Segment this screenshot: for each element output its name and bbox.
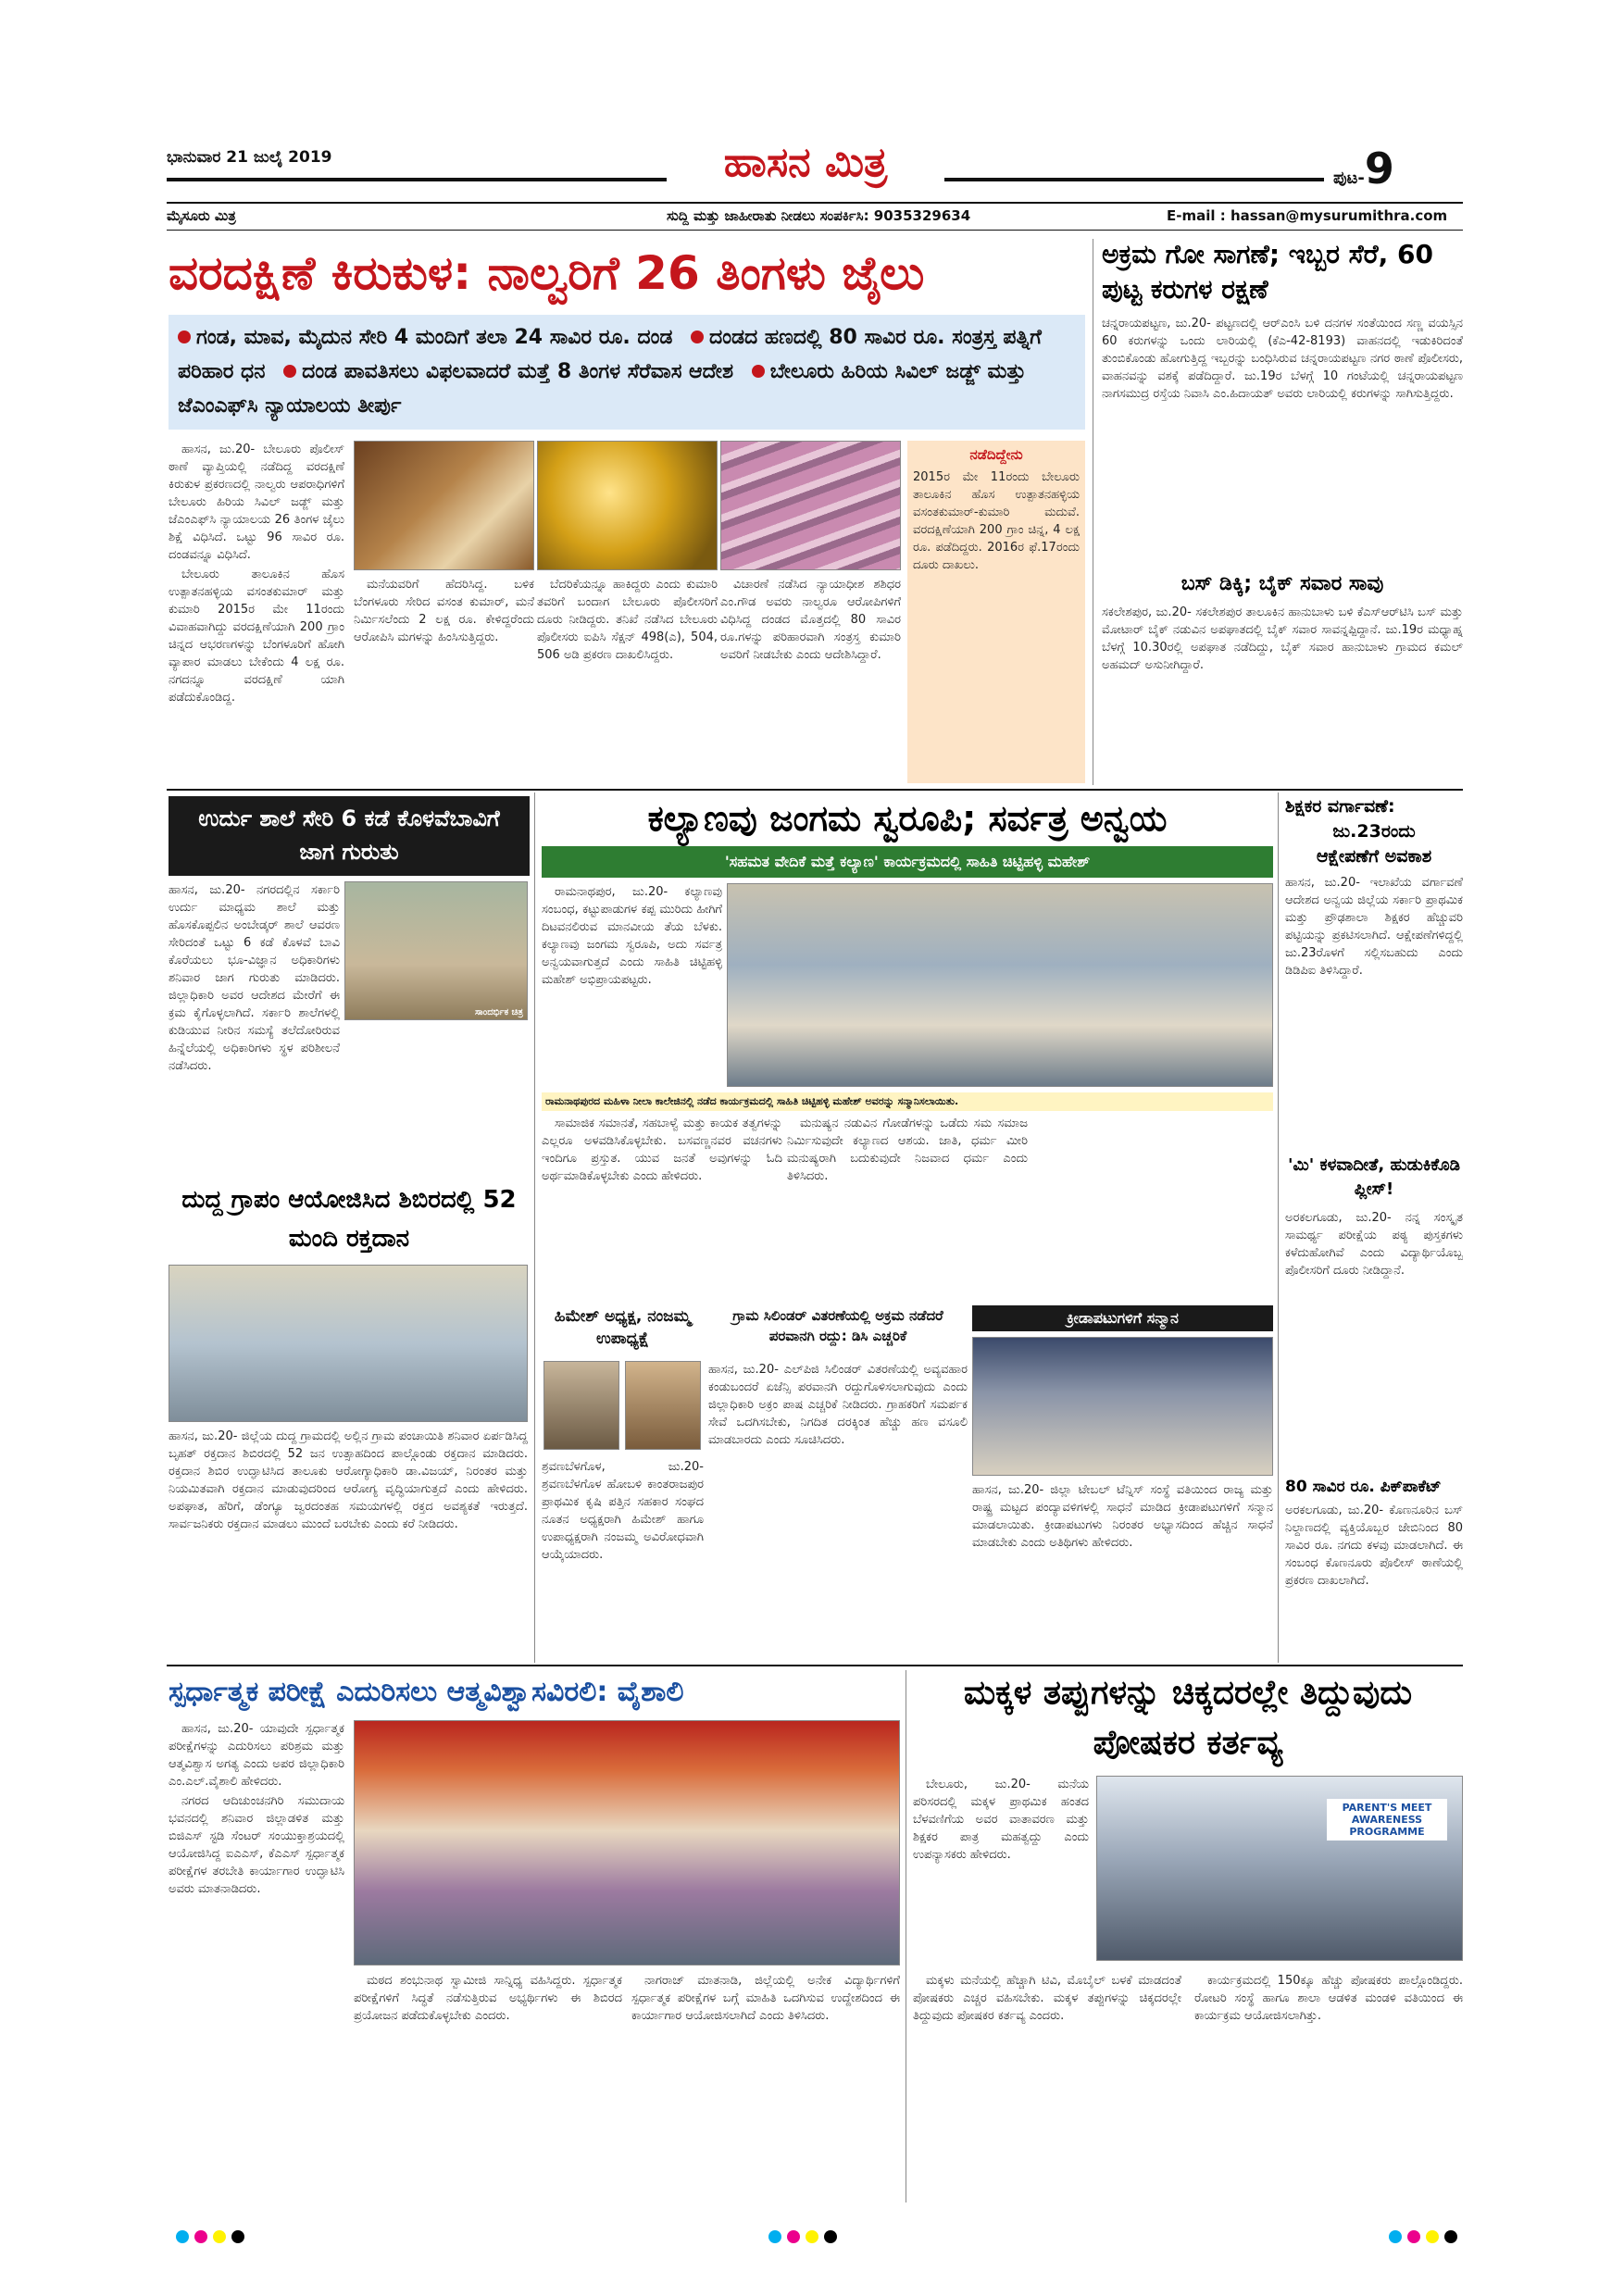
borewell-site-photo [344, 881, 528, 1020]
urdu-headline: ಉರ್ದು ಶಾಲೆ ಸೇರಿ 6 ಕಡೆ ಕೊಳವೆಬಾವಿಗೆ ಜಾಗ ಗುರುತು [198, 805, 500, 865]
vaishali-body-col3 [631, 1972, 900, 2199]
lead-summary-3: ದಂಡ ಪಾವತಿಸಲು ವಿಫಲವಾದರೆ ಮತ್ತೆ 8 ತಿಂಗಳ ಸೆರೆವಾಸ ಆದೇಶ [302, 360, 734, 383]
lead-sidebox-title: ನಡೆದಿದ್ದೇನು [969, 446, 1023, 463]
gavel-photo [354, 441, 534, 570]
kalyana-headline: ಕಲ್ಯಾಣವು ಜಂಗಮ ಸ್ವರೂಪಿ; ಸರ್ವತ್ರ ಅನ್ವಯ [647, 798, 1168, 839]
shikshaka-headline-2: ಜು.23ರಂದು [1332, 821, 1416, 842]
masthead-rule-left [167, 178, 667, 181]
vaishali-headline: ಸ್ಪರ್ಧಾತ್ಮಕ ಪರೀಕ್ಷೆ ಎದುರಿಸಲು ಆತ್ಮವಿಶ್ವಾಸವಿರಲಿ: ವೈಶಾಲಿ [169, 1676, 684, 1708]
page-number-value: 9 [1364, 144, 1394, 193]
vaishali-body-3: ಮಠದ ಶಂಭುನಾಥ ಸ್ವಾಮೀಜಿ ಸಾನ್ನಿಧ್ಯ ವಹಿಸಿದ್ದರು. ಸ್ಪರ್ಧಾತ್ಮಕ ಪರೀಕ್ಷೆಗಳಿಗೆ ಸಿದ್ಧತೆ ನಡೆಸುತ್ತಿರುವ ಅಭ್ಯರ್ಥಿಗಳು ಈ ಶಿಬಿರದ ಪ್ರಯೋಜನ ಪಡೆದುಕೊಳ್ಳಬೇಕು ಎಂದರು. [354, 1974, 622, 2023]
lead-body-col3 [537, 576, 718, 784]
shikshaka-headline-3: ಆಕ್ಷೇಪಣೆಗೆ ಅವಕಾಶ [1316, 846, 1432, 867]
black-mark-icon [231, 2230, 244, 2243]
sports-box [972, 1305, 1273, 1657]
lead-headline: ವರದಕ್ಷಿಣೆ ಕಿರುಕುಳ: ನಾಲ್ವರಿಗೆ 26 ತಿಂಗಳು ಜೈಲು [169, 246, 925, 300]
poshakaru-body-col3 [1194, 1972, 1463, 2199]
currency-notes-photo [720, 441, 901, 570]
lead-body-col4 [720, 576, 901, 784]
shikshaka-headline [1285, 794, 1463, 869]
yellow-mark-icon [806, 2230, 818, 2243]
masthead-rule-full [167, 202, 1463, 204]
poshakaru-photo-banner: PARENT'S MEET AWARENESS PROGRAMME [1327, 1799, 1447, 1841]
lead-sidebox-text: 2015ರ ಮೇ 11ರಂದು ಬೇಲೂರು ತಾಲೂಕಿನ ಹೊಸ ಉತ್ಪಾತನಹಳ್ಳಿಯ ವಸಂತಕುಮಾರ್-ಕುಮಾರಿ ಮದುವೆ. ವರದಕ್ಷಿಣೆಯಾಗಿ 200 ಗ್ರಾಂ ಚಿನ್ನ, 4 ಲಕ್ಷ ರೂ. ಪಡೆದಿದ್ದರು. 2016ರ ಫೆ.17ರಂದು ದೂರು ದಾಖಲು. [913, 470, 1080, 572]
lead-body-4: ಬೆದರಿಕೆಯನ್ನೂ ಹಾಕಿದ್ದರು ಎಂದು ಕುಮಾರಿ ತವರಿಗೆ ಬಂದಾಗ ಬೇಲೂರು ಪೊಲೀಸರಿಗೆ ದೂರು ನೀಡಿದ್ದರು. ತನಿಖೆ ನಡೆಸಿದ ಬೇಲೂರು ಪೊಲೀಸರು ಐಪಿಸಿ ಸೆಕ್ಷನ್ 498(ಎ), 504, 506 ಅಡಿ ಪ್ರಕರಣ ದಾಖಲಿಸಿದ್ದರು. [537, 578, 718, 662]
portrait-photo-2 [625, 1361, 701, 1450]
gou-body: ಚನ್ನರಾಯಪಟ್ಟಣ, ಜು.20- ಪಟ್ಟಣದಲ್ಲಿ ಆರ್‌ಎಂಸಿ ಬಳಿ ದನಗಳ ಸಂತೆಯಿಂದ ಸಣ್ಣ ವಯಸ್ಸಿನ 60 ಕರುಗಳನ್ನು ಒಂದು ಲಾರಿಯಲ್ಲಿ (ಕೆಎ-42-8193) ವಾಹನದಲ್ಲಿ ಇಡುಕಿರಿದಂತೆ ತುಂಬಿಕೊಂಡು ಹೋಗುತ್ತಿದ್ದ ಇಬ್ಬರನ್ನು ಬಂಧಿಸಿರುವ ಚನ್ನರಾಯಪಟ್ಟಣ ನಗರ ಠಾಣೆ ಪೊಲೀಸರು, ವಾಹನವನ್ನು ವಶಕ್ಕೆ ಪಡೆದಿದ್ದಾರೆ. ಜು.19ರ ಬೆಳಗ್ಗೆ 10 ಗಂಟೆಯಲ್ಲಿ ಚನ್ನರಾಯಪಟ್ಟಣ ನಾಗಸಮುದ್ರ ರಸ್ತೆಯ ನಿವಾಸಿ ಎಂ.ಹಿದಾಯತ್ ಅವರು ಲಾರಿಯಲ್ಲಿ ಕರುಗಳನ್ನು ಸಾಗಿಸುತ್ತಿದ್ದರು. [1102, 317, 1463, 401]
obituary-title: ಹಿಮೇಶ್ ಅಧ್ಯಕ್ಷ, ನಂಜಮ್ಮ ಉಪಾಧ್ಯಕ್ಷೆ [554, 1307, 692, 1348]
registration-marks-left [176, 2229, 250, 2247]
lead-summary-2: ದಂಡದ ಹಣದಲ್ಲಿ 80 ಸಾವಿರ ರೂ. ಸಂತ್ರಸ್ತ ಪತ್ನಿಗೆ ಪರಿಹಾರ ಧನ [178, 326, 1042, 383]
registration-marks-right [1389, 2229, 1463, 2247]
lead-summary-box [169, 315, 1085, 430]
poshakaru-body-col1 [913, 1776, 1089, 1961]
bike-body: ಸಕಲೇಶಪುರ, ಜು.20- ಸಕಲೇಶಪುರ ತಾಲೂಕಿನ ಹಾನುಬಾಳು ಬಳಿ ಕೆಎಸ್‌ಆರ್‌ಟಿಸಿ ಬಸ್ ಮತ್ತು ಮೋಟಾರ್ ಬೈಕ್ ನಡುವಿನ ಅಪಘಾತದಲ್ಲಿ ಬೈಕ್ ಸವಾರ ಸಾವನ್ನಪ್ಪಿದ್ದಾನೆ. ಜು.19ರ ಮಧ್ಯಾಹ್ನ ಬೆಳಗ್ಗೆ 10.30ರಲ್ಲಿ ಅಪಘಾತ ನಡೆದಿದ್ದು, ಬೈಕ್ ಸವಾರ ಹಾನುಬಾಳು ಗ್ರಾಮದ ಕಮಲ್ ಅಹಮದ್ ಅಸುನೀಗಿದ್ದಾರೆ. [1102, 605, 1463, 672]
poshakaru-body-col2 [913, 1972, 1181, 2199]
grama-title: ಗ್ರಾಮ ಸಿಲಿಂಡರ್ ವಿತರಣೆಯಲ್ಲಿ ಅಕ್ರಮ ನಡೆದರೆ ಪರವಾನಗಿ ರದ್ದು: ಡಿಸಿ ಎಚ್ಚರಿಕೆ [732, 1307, 943, 1344]
lead-body-5: ವಿಚಾರಣೆ ನಡೆಸಿದ ನ್ಯಾಯಾಧೀಶ ಶಶಿಧರ ಎಂ.ಗೌಡ ಅವರು ನಾಲ್ವರೂ ಆರೋಪಿಗಳಿಗೆ ವಿಧಿಸಿದ್ದ ದಂಡದ ಮೊತ್ತದಲ್ಲಿ 80 ಸಾವಿರ ರೂ.ಗಳನ್ನು ಪರಿಹಾರವಾಗಿ ಸಂತ್ರಸ್ತ ಕುಮಾರಿ ಅವರಿಗೆ ನೀಡಬೇಕು ಎಂದು ಆದೇಶಿಸಿದ್ದಾರೆ. [720, 578, 901, 662]
kalyana-body-col3 [787, 1115, 1028, 1300]
vaishali-body-1: ಹಾಸನ, ಜು.20- ಯಾವುದೇ ಸ್ಪರ್ಧಾತ್ಮಕ ಪರೀಕ್ಷೆಗಳನ್ನು ಎದುರಿಸಲು ಪರಿಶ್ರಮ ಮತ್ತು ಆತ್ಮವಿಶ್ವಾಸ ಅಗತ್ಯ ಎಂದು ಅಪರ ಜಿಲ್ಲಾಧಿಕಾರಿ ಎಂ.ಎಲ್.ವೈಶಾಲಿ ಹೇಳಿದರು. [169, 1722, 344, 1789]
lead-body-1: ಹಾಸನ, ಜು.20- ಬೇಲೂರು ಪೊಲೀಸ್ ಠಾಣೆ ವ್ಯಾಪ್ತಿಯಲ್ಲಿ ನಡೆದಿದ್ದ ವರದಕ್ಷಿಣೆ ಕಿರುಕುಳ ಪ್ರಕರಣದಲ್ಲಿ ನಾಲ್ವರು ಆಪರಾಧಿಗಳಿಗೆ ಬೇಲೂರು ಹಿರಿಯ ಸಿವಿಲ್ ಜಡ್ಜ್ ಮತ್ತು ಜೆಎಂಎಫ್‌ಸಿ ನ್ಯಾಯಾಲಯ 26 ತಿಂಗಳ ಜೈಲು ಶಿಕ್ಷೆ ವಿಧಿಸಿದೆ. ಒಟ್ಟು 96 ಸಾವಿರ ರೂ. ದಂಡವನ್ನೂ ವಿಧಿಸಿದೆ. [169, 443, 344, 562]
parents-meet-photo [1096, 1776, 1463, 1961]
blood-body: ಹಾಸನ, ಜು.20- ಜಿಲ್ಲೆಯ ದುದ್ದ ಗ್ರಾಮದಲ್ಲಿ ಅಲ್ಲಿನ ಗ್ರಾಮ ಪಂಚಾಯಿತಿ ಶನಿವಾರ ಏರ್ಪಡಿಸಿದ್ದ ಬೃಹತ್ ರಕ್ತದಾನ ಶಿಬಿರದಲ್ಲಿ 52 ಜನ ಉತ್ಸಾಹದಿಂದ ಪಾಲ್ಗೊಂಡು ರಕ್ತದಾನ ಮಾಡಿದರು. ರಕ್ತದಾನ ಶಿಬಿರ ಉದ್ಘಾಟಿಸಿದ ತಾಲೂಕು ಆರೋಗ್ಯಾಧಿಕಾರಿ ಡಾ.ವಿಜಯ್, ನಿರಂತರ ಮತ್ತು ನಿಯಮಿತವಾಗಿ ರಕ್ತದಾನ ಮಾಡುವುದರಿಂದ ಆರೋಗ್ಯ ವೃದ್ಧಿಯಾಗುತ್ತದೆ ಎಂದು ಹೇಳಿದರು. ಅಪಘಾತ, ಹೆರಿಗೆ, ಡೆಂಗ್ಯೂ ಜ್ವರದಂತಹ ಸಮಯಗಳಲ್ಲಿ ರಕ್ತದ ಅವಶ್ಯಕತೆ ಇರುತ್ತದೆ. ಸಾರ್ವಜನಿಕರು ರಕ್ತದಾನ ಮಾಡಲು ಮುಂದೆ ಬರಬೇಕು ಎಂದು ಕರೆ ನೀಡಿದರು. [169, 1429, 528, 1531]
bike-headline: ಬಸ್ ಡಿಕ್ಕಿ; ಬೈಕ್ ಸವಾರ ಸಾವು [1181, 572, 1384, 595]
kalyana-body-1: ರಾಮನಾಥಪುರ, ಜು.20- ಕಲ್ಯಾಣವು ಸಂಬಂಧ, ಕಟ್ಟುಪಾಡುಗಳ ಕಪ್ಪ ಮುರಿದು ಹೀಗಿಗೆ ದಿಟವನಲಿರುವ ಮಾನವೀಯ ತೆಯ ಬೆಳಕು. ಕಲ್ಯಾಣವು ಜಂಗಮ ಸ್ವರೂಪಿ, ಅದು ಸರ್ವತ್ರ ಅನ್ವಯವಾಗುತ್ತದೆ ಎಂದು ಸಾಹಿತಿ ಚಿಟ್ಟಿಹಳ್ಳಿ ಮಹೇಶ್ ಅಭಿಪ್ರಾಯಪಟ್ಟರು. [542, 885, 722, 987]
blood-camp-photo [169, 1265, 528, 1422]
page-number [1333, 144, 1394, 193]
gold-jewellery-photo [537, 441, 718, 570]
poshakaru-body-3: ಕಾರ್ಯಕ್ರಮದಲ್ಲಿ 150ಕ್ಕೂ ಹೆಚ್ಚು ಪೋಷಕರು ಪಾಲ್ಗೊಂಡಿದ್ದರು. ರೋಟರಿ ಸಂಸ್ಥೆ ಹಾಗೂ ಶಾಲಾ ಆಡಳಿತ ಮಂಡಳಿ ವತಿಯಿಂದ ಈ ಕಾರ್ಯಕ್ರಮ ಆಯೋಜಿಸಲಾಗಿತ್ತು. [1194, 1974, 1463, 2023]
section-rule [167, 1665, 1463, 1666]
grama-body: ಹಾಸನ, ಜು.20- ಎಲ್‌ಪಿಜಿ ಸಿಲಿಂಡರ್ ವಿತರಣೆಯಲ್ಲಿ ಅವ್ಯವಹಾರ ಕಂಡುಬಂದರೆ ಏಜೆನ್ಸಿ ಪರವಾನಗಿ ರದ್ದುಗೊಳಿಸಲಾಗುವುದು ಎಂದು ಜಿಲ್ಲಾಧಿಕಾರಿ ಅಕ್ರಂ ಪಾಷ ಎಚ್ಚರಿಕೆ ನೀಡಿದರು. ಗ್ರಾಹಕರಿಗೆ ಸಮರ್ಪಕ ಸೇವೆ ಒದಗಿಸಬೇಕು, ನಿಗದಿತ ದರಕ್ಕಿಂತ ಹೆಚ್ಚು ಹಣ ವಸೂಲಿ ಮಾಡಬಾರದು ಎಂದು ಸೂಚಿಸಿದರು. [708, 1363, 968, 1447]
lead-summary-1: ಗಂಡ, ಮಾವ, ಮೈದುನ ಸೇರಿ 4 ಮಂದಿಗೆ ತಲಾ 24 ಸಾವಿರ ರೂ. ದಂಡ [196, 326, 673, 349]
obituary-body: ಶ್ರವಣಬೆಳಗೊಳ, ಜು.20- ಶ್ರವಣಬೆಳಗೊಳ ಹೋಬಳಿ ಕಾಂತರಾಜಪುರ ಪ್ರಾಥಮಿಕ ಕೃಷಿ ಪತ್ತಿನ ಸಹಕಾರ ಸಂಘದ ನೂತನ ಅಧ್ಯಕ್ಷರಾಗಿ ಹಿಮೇಶ್ ಹಾಗೂ ಉಪಾಧ್ಯಕ್ಷರಾಗಿ ನಂಜಮ್ಮ ಅವಿರೋಧವಾಗಿ ಆಯ್ಕೆಯಾದರು. [542, 1460, 704, 1562]
bullet-icon [752, 365, 765, 378]
section-rule [167, 789, 1463, 791]
contact-line: ಸುದ್ದಿ ಮತ್ತು ಜಾಹೀರಾತು ನೀಡಲು ಸಂಪರ್ಕಿಸಿ: 9035329634 [667, 207, 971, 224]
masthead-title: ಹಾಸನ ಮಿತ್ರ [723, 139, 888, 186]
cash-headline: 80 ಸಾವಿರ ರೂ. ಪಿಕ್‌ಪಾಕೆಟ್ [1285, 1478, 1442, 1496]
sports-title-bar [972, 1305, 1273, 1331]
cash-body: ಅರಕಲಗೂಡು, ಜು.20- ಕೊಣನೂರಿನ ಬಸ್ ನಿಲ್ದಾಣದಲ್ಲಿ ವ್ಯಕ್ತಿಯೊಬ್ಬರ ಜೇಬಿನಿಂದ 80 ಸಾವಿರ ರೂ. ನಗದು ಕಳವು ಮಾಡಲಾಗಿದೆ. ಈ ಸಂಬಂಧ ಕೊಣನೂರು ಪೊಲೀಸ್ ಠಾಣೆಯಲ್ಲಿ ಪ್ರಕರಣ ದಾಖಲಾಗಿದೆ. [1285, 1504, 1463, 1588]
kalyana-subhead-bar [542, 846, 1273, 878]
obituary-box [542, 1305, 704, 1657]
vaishali-body-2: ನಗರದ ಆದಿಚುಂಚನಗಿರಿ ಸಮುದಾಯ ಭವನದಲ್ಲಿ ಶನಿವಾರ ಜಿಲ್ಲಾಡಳಿತ ಮತ್ತು ಬಿಜಿಎಸ್ ಸ್ಟಡಿ ಸೆಂಟರ್ ಸಂಯುಕ್ತಾಶ್ರಯದಲ್ಲಿ ಆಯೋಜಿಸಿದ್ದ ಐಎಎಸ್, ಕೆಎಎಸ್ ಸ್ಪರ್ಧಾತ್ಮಕ ಪರೀಕ್ಷೆಗಳ ತರಬೇತಿ ಕಾರ್ಯಾಗಾರ ಉದ್ಘಾಟಿಸಿ ಅವರು ಮಾತನಾಡಿದರು. [169, 1794, 344, 1896]
portrait-photo-1 [543, 1361, 619, 1450]
grama-box [708, 1305, 968, 1657]
masthead-rule-bottom [167, 230, 1463, 231]
kalyana-body-3: ಮನುಷ್ಯನ ನಡುವಿನ ಗೋಡೆಗಳನ್ನು ಒಡೆದು ಸಮ ಸಮಾಜ ನಿರ್ಮಿಸುವುದೇ ಕಲ್ಯಾಣದ ಆಶಯ. ಜಾತಿ, ಧರ್ಮ ಮೀರಿ ಮನುಷ್ಯರಾಗಿ ಬದುಕುವುದೇ ನಿಜವಾದ ಧರ್ಮ ಎಂದು ತಿಳಿಸಿದರು. [787, 1117, 1028, 1183]
kalyana-body-2: ಸಾಮಾಜಿಕ ಸಮಾನತೆ, ಸಹಬಾಳ್ವೆ ಮತ್ತು ಕಾಯಕ ತತ್ವಗಳನ್ನು ಎಲ್ಲರೂ ಅಳವಡಿಸಿಕೊಳ್ಳಬೇಕು. ಬಸವಣ್ಣನವರ ವಚನಗಳು ಇಂದಿಗೂ ಪ್ರಸ್ತುತ. ಯುವ ಜನತೆ ಅವುಗಳನ್ನು ಓದಿ ಅರ್ಥಮಾಡಿಕೊಳ್ಳಬೇಕು ಎಂದು ಹೇಳಿದರು. [542, 1117, 782, 1183]
yellow-mark-icon [213, 2230, 226, 2243]
shikshaka-subhead: 'ಮಿ' ಕಳವಾದೀತೆ, ಹುಡುಕಿಕೊಡಿ ಪ್ಲೀಸ್! [1288, 1155, 1460, 1199]
sister-paper: ಮೈಸೂರು ಮಿತ್ರ [167, 207, 236, 224]
blood-headline: ದುದ್ದ ಗ್ರಾಪಂ ಆಯೋಜಿಸಿದ ಶಿಬಿರದಲ್ಲಿ 52 ಮಂದಿ ರಕ್ತದಾನ [181, 1186, 517, 1253]
felicitation-photo [727, 883, 1273, 1087]
kalyana-subhead: 'ಸಹಮತ ವೇದಿಕೆ ಮತ್ತೆ ಕಲ್ಯಾಣ' ಕಾರ್ಯಕ್ರಮದಲ್ಲಿ ಸಾಹಿತಿ ಚಿಟ್ಟಿಹಳ್ಳಿ ಮಹೇಶ್ [724, 853, 1091, 870]
urdu-photo-tag: ಸಾಂದರ್ಭಿಕ ಚಿತ್ರ [474, 1007, 523, 1017]
gou-headline: ಅಕ್ರಮ ಗೋ ಸಾಗಣೆ; ಇಬ್ಬರ ಸೆರೆ, 60 ಪುಟ್ಟ ಕರುಗಳ ರಕ್ಷಣೆ [1102, 239, 1433, 305]
page-label: ಪುಟ- [1333, 168, 1365, 188]
poshakaru-body-2: ಮಕ್ಕಳು ಮನೆಯಲ್ಲಿ ಹೆಚ್ಚಾಗಿ ಟಿವಿ, ಮೊಬೈಲ್ ಬಳಕೆ ಮಾಡದಂತೆ ಪೋಷಕರು ಎಚ್ಚರ ವಹಿಸಬೇಕು. ಮಕ್ಕಳ ತಪ್ಪುಗಳನ್ನು ಚಿಕ್ಕದರಲ್ಲೇ ತಿದ್ದುವುದು ಪೋಷಕರ ಕರ್ತವ್ಯ ಎಂದರು. [913, 1974, 1181, 2023]
shikshaka-subbody: ಅರಕಲಗೂಡು, ಜು.20- ನನ್ನ ಸಂಸ್ಕೃತ ಸಾಮರ್ಥ್ಯ ಪರೀಕ್ಷೆಯ ಪಠ್ಯ ಪುಸ್ತಕಗಳು ಕಳೆದುಹೋಗಿವೆ ಎಂದು ವಿದ್ಯಾರ್ಥಿಯೊಬ್ಬ ಪೊಲೀಸರಿಗೆ ದೂರು ನೀಡಿದ್ದಾನೆ. [1285, 1211, 1463, 1278]
lead-body-col2 [354, 576, 534, 784]
column-divider [534, 792, 535, 1663]
vaishali-body-col1 [169, 1720, 344, 2202]
kalyana-photo-caption: ರಾಮನಾಥಪುರದ ಮಹಿಳಾ ನೀಲಾ ಕಾಲೇಜಿನಲ್ಲಿ ನಡೆದ ಕಾರ್ಯಕ್ರಮದಲ್ಲಿ ಸಾಹಿತಿ ಚಿಟ್ಟಿಹಳ್ಳಿ ಮಹೇಶ್ ಅವರನ್ನು ಸನ್ಮಾನಿಸಲಾಯಿತು. [542, 1092, 1273, 1111]
lead-summary-4: ಬೇಲೂರು ಹಿರಿಯ ಸಿವಿಲ್ ಜಡ್ಜ್ ಮತ್ತು ಜೆಎಂಎಫ್‌ಸಿ ನ್ಯಾಯಾಲಯ ತೀರ್ಪು [178, 360, 1026, 418]
bullet-icon [691, 331, 704, 343]
email-line: E-mail : hassan@mysurumithra.com [1167, 207, 1448, 224]
column-divider [1278, 792, 1279, 1663]
shikshaka-headline-1: ಶಿಕ್ಷಕರ ವರ್ಗಾವಣೆ: [1285, 796, 1395, 817]
poshakaru-headline: ಮಕ್ಕಳ ತಪ್ಪುಗಳನ್ನು ಚಿಕ್ಕದರಲ್ಲೇ ತಿದ್ದುವುದು ಪೋಷಕರ ಕರ್ತವ್ಯ [963, 1674, 1413, 1762]
sports-title: ಕ್ರೀಡಾಪಟುಗಳಿಗೆ ಸನ್ಮಾನ [1067, 1309, 1179, 1327]
lead-body-col1 [169, 441, 344, 783]
registration-marks-center [768, 2229, 843, 2247]
sports-body: ಹಾಸನ, ಜು.20- ಜಿಲ್ಲಾ ಟೇಬಲ್ ಟೆನ್ನಿಸ್ ಸಂಸ್ಥೆ ವತಿಯಿಂದ ರಾಜ್ಯ ಮತ್ತು ರಾಷ್ಟ್ರ ಮಟ್ಟದ ಪಂದ್ಯಾವಳಿಗಳಲ್ಲಿ ಸಾಧನೆ ಮಾಡಿದ ಕ್ರೀಡಾಪಟುಗಳಿಗೆ ಸನ್ಮಾನ ಮಾಡಲಾಯಿತು. ಕ್ರೀಡಾಪಟುಗಳು ನಿರಂತರ ಅಭ್ಯಾಸದಿಂದ ಹೆಚ್ಚಿನ ಸಾಧನೆ ಮಾಡಬೇಕು ಎಂದು ಅತಿಥಿಗಳು ಹೇಳಿದರು. [972, 1483, 1273, 1550]
vaishali-body-col2 [354, 1972, 622, 2199]
magenta-mark-icon [1407, 2230, 1420, 2243]
cyan-mark-icon [176, 2230, 189, 2243]
kalyana-body-col2 [542, 1115, 782, 1300]
bullet-icon [178, 331, 191, 343]
lead-body-3: ಮನೆಯವರಿಗೆ ಹೆದರಿಸಿದ್ದ. ಬಳಿಕ ಬೆಂಗಳೂರು ಸೇರಿದ ವಸಂತ ಕುಮಾರ್, ಮನೆ ನಿರ್ಮಿಸಲೆಂದು 2 ಲಕ್ಷ ರೂ. ಕೇಳಿದ್ದರೆಂದು ಆರೋಪಿಸಿ ಮಗಳನ್ನು ಹಿಂಸಿಸುತ್ತಿದ್ದರು. [354, 578, 534, 644]
shikshaka-body: ಹಾಸನ, ಜು.20- ಇಲಾಖೆಯ ವರ್ಗಾವಣೆ ಆದೇಶದ ಅನ್ವಯ ಜಿಲ್ಲೆಯ ಸರ್ಕಾರಿ ಪ್ರಾಥಮಿಕ ಮತ್ತು ಪ್ರೌಢಶಾಲಾ ಶಿಕ್ಷಕರ ಹೆಚ್ಚುವರಿ ಪಟ್ಟಿಯನ್ನು ಪ್ರಕಟಿಸಲಾಗಿದೆ. ಆಕ್ಷೇಪಣೆಗಳಿದ್ದಲ್ಲಿ ಜು.23ರೊಳಗೆ ಸಲ್ಲಿಸಬಹುದು ಎಂದು ಡಿಡಿಪಿಐ ತಿಳಿಸಿದ್ದಾರೆ. [1285, 876, 1463, 978]
magenta-mark-icon [787, 2230, 800, 2243]
masthead-rule-right [944, 178, 1324, 181]
workshop-photo [354, 1720, 900, 1965]
cyan-mark-icon [768, 2230, 781, 2243]
yellow-mark-icon [1426, 2230, 1439, 2243]
lead-body-2: ಬೇಲೂರು ತಾಲೂಕಿನ ಹೊಸ ಉತ್ಪಾತನಹಳ್ಳಿಯ ವಸಂತಕುಮಾರ್ ಮತ್ತು ಕುಮಾರಿ 2015ರ ಮೇ 11ರಂದು ವಿವಾಹವಾಗಿದ್ದು ವರದಕ್ಷಿಣೆಯಾಗಿ 200 ಗ್ರಾಂ ಚಿನ್ನದ ಆಭರಣಗಳನ್ನು ಬೆಂಗಳೂರಿಗೆ ಹೋಗಿ ವ್ಯಾಪಾರ ಮಾಡಲು ಬೇಕೆಂದು 4 ಲಕ್ಷ ರೂ. ನಗದನ್ನೂ ವರದಕ್ಷಿಣೆ ಯಾಗಿ ಪಡೆದುಕೊಂಡಿದ್ದ. [169, 568, 344, 705]
urdu-headline-bar [169, 796, 530, 876]
black-mark-icon [1444, 2230, 1457, 2243]
vaishali-body-4: ನಾಗರಾಜ್ ಮಾತನಾಡಿ, ಜಿಲ್ಲೆಯಲ್ಲಿ ಅನೇಕ ವಿದ್ಯಾರ್ಥಿಗಳಿಗೆ ಸ್ಪರ್ಧಾತ್ಮಕ ಪರೀಕ್ಷೆಗಳ ಬಗ್ಗೆ ಮಾಹಿತಿ ಒದಗಿಸುವ ಉದ್ದೇಶದಿಂದ ಈ ಕಾರ್ಯಾಗಾರ ಆಯೋಜಿಸಲಾಗಿದೆ ಎಂದು ತಿಳಿಸಿದರು. [631, 1974, 900, 2023]
bullet-icon [283, 365, 296, 378]
cyan-mark-icon [1389, 2230, 1402, 2243]
magenta-mark-icon [194, 2230, 207, 2243]
black-mark-icon [824, 2230, 837, 2243]
sports-felicitation-photo [972, 1337, 1273, 1476]
lead-sidebox [907, 441, 1085, 783]
masthead-date: ಭಾನುವಾರ 21 ಜುಲೈ 2019 [167, 148, 332, 167]
poshakaru-body-1: ಬೇಲೂರು, ಜು.20- ಮನೆಯ ಪರಿಸರದಲ್ಲಿ ಮಕ್ಕಳ ಪ್ರಾಥಮಿಕ ಹಂತದ ಬೆಳವಣಿಗೆಯ ಅವರ ವಾತಾವರಣ ಮತ್ತು ಶಿಕ್ಷಕರ ಪಾತ್ರ ಮಹತ್ವದ್ದು ಎಂದು ಉಪನ್ಯಾಸಕರು ಹೇಳಿದರು. [913, 1778, 1089, 1862]
urdu-body: ಹಾಸನ, ಜು.20- ನಗರದಲ್ಲಿನ ಸರ್ಕಾರಿ ಉರ್ದು ಮಾಧ್ಯಮ ಶಾಲೆ ಮತ್ತು ಹೊಸಕೊಪ್ಪಲಿನ ಅಂಬೇಡ್ಕರ್ ಶಾಲೆ ಆವರಣ ಸೇರಿದಂತೆ ಒಟ್ಟು 6 ಕಡೆ ಕೊಳವೆ ಬಾವಿ ಕೊರೆಯಲು ಭೂ-ವಿಜ್ಞಾನ ಅಧಿಕಾರಿಗಳು ಶನಿವಾರ ಜಾಗ ಗುರುತು ಮಾಡಿದರು. ಜಿಲ್ಲಾಧಿಕಾರಿ ಅವರ ಆದೇಶದ ಮೇರೆಗೆ ಈ ಕ್ರಮ ಕೈಗೊಳ್ಳಲಾಗಿದೆ. ಸರ್ಕಾರಿ ಶಾಲೆಗಳಲ್ಲಿ ಕುಡಿಯುವ ನೀರಿನ ಸಮಸ್ಯೆ ತಲೆದೋರಿರುವ ಹಿನ್ನೆಲೆಯಲ್ಲಿ ಅಧಿಕಾರಿಗಳು ಸ್ಥಳ ಪರಿಶೀಲನೆ ನಡೆಸಿದರು. [169, 883, 340, 1073]
